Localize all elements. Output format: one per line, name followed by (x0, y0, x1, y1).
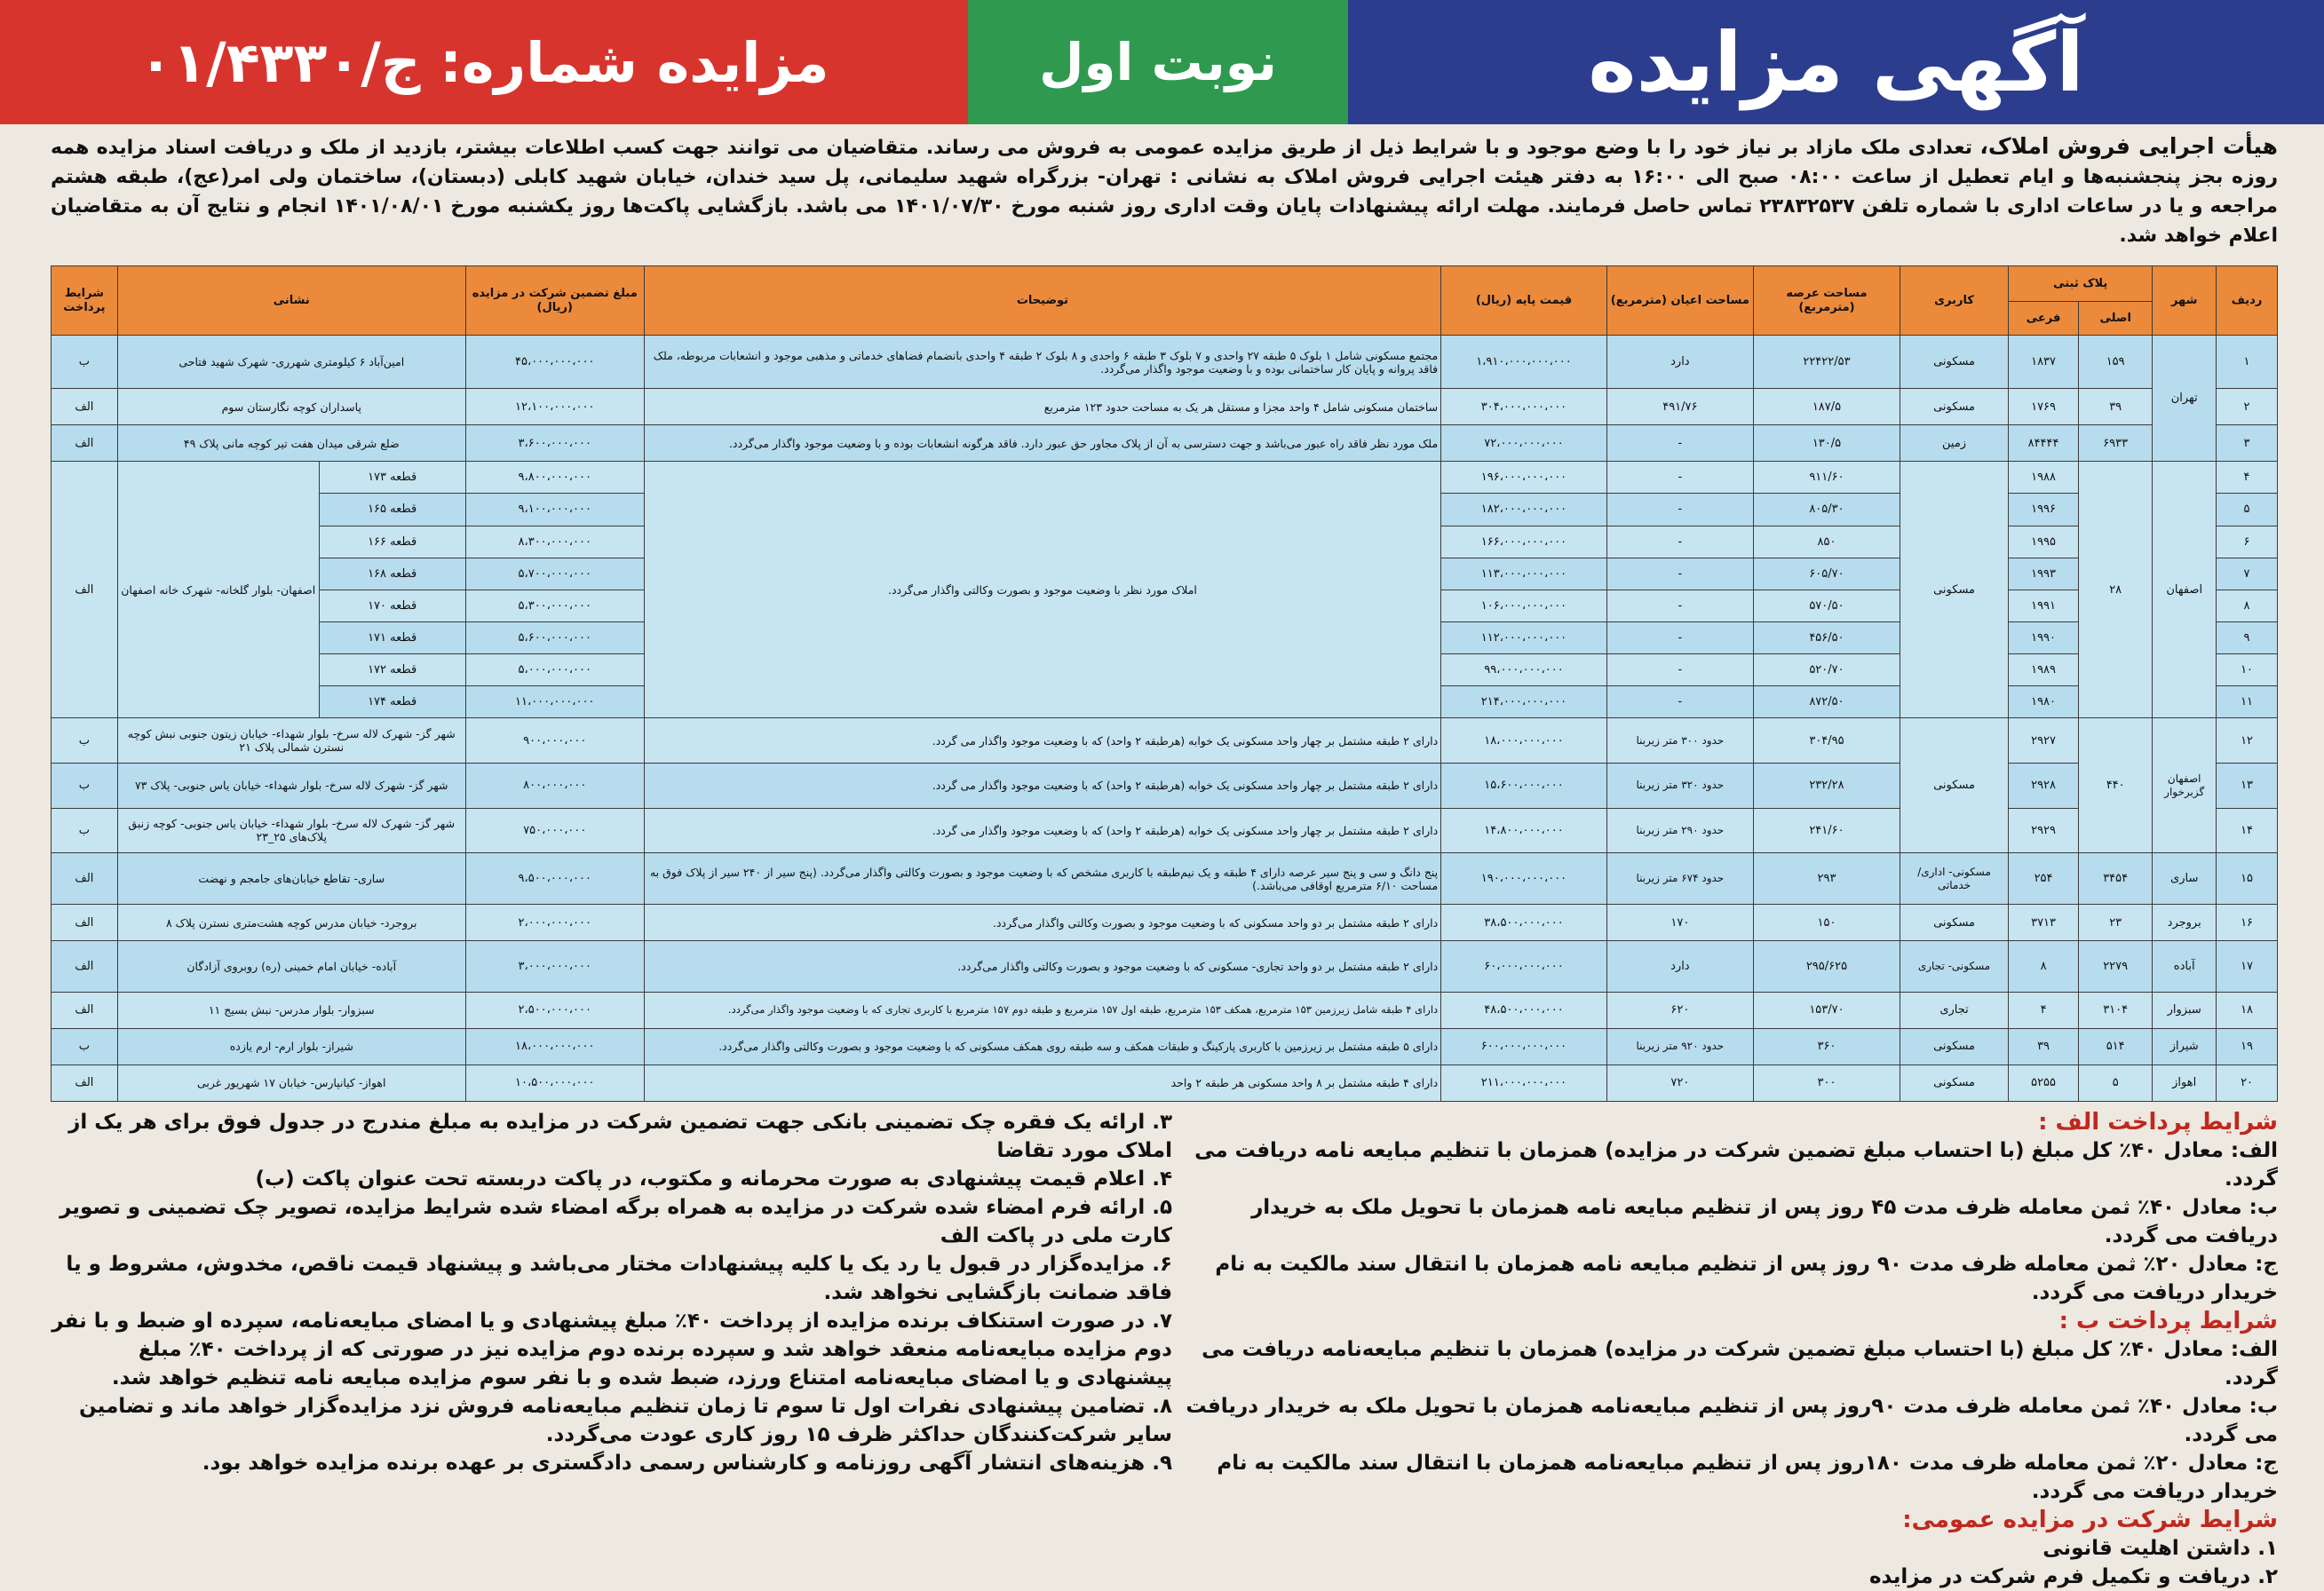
cell-land: ۱۵۳/۷۰ (1753, 992, 1900, 1028)
cell-building: حدود ۶۷۴ متر زیربنا (1606, 853, 1753, 905)
cell-base: ۷۲،۰۰۰،۰۰۰،۰۰۰ (1441, 425, 1607, 462)
cell-usage: مسکونی (1900, 1065, 2009, 1101)
cell-terms: الف (52, 462, 118, 718)
cell-row-number: ۲ (2217, 389, 2278, 425)
round-label: نوبت اول (1039, 32, 1277, 92)
cell-building: - (1606, 621, 1753, 653)
cell-usage: مسکونی (1900, 1028, 2009, 1065)
cell-row-number: ۱۶ (2217, 905, 2278, 941)
cell-base: ۲۱۴،۰۰۰،۰۰۰،۰۰۰ (1441, 686, 1607, 718)
cell-building: دارد (1606, 941, 1753, 993)
cell-deposit: ۹،۸۰۰،۰۰۰،۰۰۰ (465, 462, 644, 494)
cell-sub: ۱۹۹۰ (2009, 621, 2079, 653)
cell-sub: ۳۹ (2009, 1028, 2079, 1065)
banner (0, 0, 2324, 124)
cell-deposit: ۱۲،۱۰۰،۰۰۰،۰۰۰ (465, 389, 644, 425)
cell-lot: قطعه ۱۷۳ (319, 462, 465, 494)
cell-row-number: ۱۷ (2217, 941, 2278, 993)
cell-deposit: ۱۸،۰۰۰،۰۰۰،۰۰۰ (465, 1028, 644, 1065)
cell-deposit: ۱۰،۵۰۰،۰۰۰،۰۰۰ (465, 1065, 644, 1101)
header-description: توضیحات (644, 266, 1440, 336)
table-row (52, 425, 2278, 462)
cell-base: ۴۸،۵۰۰،۰۰۰،۰۰۰ (1441, 992, 1607, 1028)
cell-base: ۶۰،۰۰۰،۰۰۰،۰۰۰ (1441, 941, 1607, 993)
cell-row-number: ۷ (2217, 558, 2278, 590)
cell-deposit: ۵،۶۰۰،۰۰۰،۰۰۰ (465, 621, 644, 653)
header-plaque-main: اصلی (2079, 302, 2153, 336)
cell-building: حدود ۳۲۰ متر زیربنا (1606, 764, 1753, 809)
cell-sub: ۵۲۵۵ (2009, 1065, 2079, 1101)
header-usage: کاربری (1900, 266, 2009, 336)
properties-table (51, 265, 2278, 1102)
header-city: شهر (2153, 266, 2217, 336)
table-row (52, 941, 2278, 993)
cell-land: ۲۲۴۲۲/۵۳ (1753, 336, 1900, 389)
terms-b-title: شرایط پرداخت ب : (2058, 1308, 2278, 1334)
cell-description: مجتمع مسکونی شامل ۱ بلوک ۵ طبقه ۲۷ واحدی و ۷ بلوک ۳ طبقه ۶ واحدی و ۸ بلوک ۲ طبقه ۴ واحدی بانضمام فضاهای خدماتی و مذهبی موجود و انشعابات مربوطه، ملک فاقد پروانه و پایان کار ساختمانی بوده و با وضعیت موجود واگذار می‌گردد. (644, 336, 1440, 389)
cell-base: ۲۱۱،۰۰۰،۰۰۰،۰۰۰ (1441, 1065, 1607, 1101)
cell-row-number: ۱۳ (2217, 764, 2278, 809)
cell-city: اصفهان (2153, 462, 2217, 718)
cell-terms: ب (52, 718, 118, 764)
cell-city: اهواز (2153, 1065, 2217, 1101)
cell-sub: ۱۹۹۵ (2009, 526, 2079, 558)
cell-usage: مسکونی (1900, 336, 2009, 389)
rule-item: ۹. هزینه‌های انتشار آگهی روزنامه و کارشناس رسمی دادگستری بر عهده برنده مزایده خواهد بود. (202, 1452, 1172, 1475)
cell-row-number: ۳ (2217, 425, 2278, 462)
cell-row-number: ۱۹ (2217, 1028, 2278, 1065)
cell-terms: ب (52, 764, 118, 809)
cell-base: ۱۰۶،۰۰۰،۰۰۰،۰۰۰ (1441, 590, 1607, 621)
cell-sub: ۱۸۳۷ (2009, 336, 2079, 389)
payment-terms-column (1172, 1108, 2278, 1588)
cell-deposit: ۸۰۰،۰۰۰،۰۰۰ (465, 764, 644, 809)
cell-row-number: ۱ (2217, 336, 2278, 389)
cell-building: ۷۲۰ (1606, 1065, 1753, 1101)
cell-main: ۳۱۰۴ (2079, 992, 2153, 1028)
cell-usage: مسکونی- تجاری (1900, 941, 2009, 993)
cell-building: - (1606, 462, 1753, 494)
cell-description: پنج دانگ و سی و پنج سیر عرصه دارای ۴ طبقه و یک نیم‌طبقه با کاربری مشخص که با وضعیت موجود و بصورت وکالتی واگذار می‌گردد. (پنج سیر از ۲۴۰ سیر از پلاک فوق به مساحت ۶/۱۰ مترمربع اوقافی می‌باشد.) (644, 853, 1440, 905)
terms-a-line: ج: معادل ۲۰٪ ثمن معامله ظرف مدت ۹۰ روز پس از تنظیم مبایعه نامه همزمان با انتقال سند مالکیت به نام خریدار دریافت می گردد. (1215, 1253, 2278, 1304)
rule-item: ۸. تضامین پیشنهادی نفرات اول تا سوم تا زمان تنظیم مبایعه‌نامه فروش نزد مزایده‌گزار خواهد ماند و تضامین سایر شرکت‌کنندگان حداکثر ظرف ۱۵ روز کاری عودت می‌گردد. (78, 1395, 1172, 1446)
table-row (52, 905, 2278, 941)
cell-sub: ۲۹۲۹ (2009, 808, 2079, 853)
cell-main: ۶۹۳۳ (2079, 425, 2153, 462)
cell-base: ۱،۹۱۰،۰۰۰،۰۰۰،۰۰۰ (1441, 336, 1607, 389)
cell-deposit: ۳،۶۰۰،۰۰۰،۰۰۰ (465, 425, 644, 462)
round-box (968, 0, 1348, 124)
cell-building: حدود ۹۲۰ متر زیربنا (1606, 1028, 1753, 1065)
rule-item: ۴. اعلام قیمت پیشنهادی به صورت محرمانه و مکتوب، در پاکت دربسته تحت عنوان پاکت (ب) (255, 1168, 1172, 1191)
cell-base: ۱۱۳،۰۰۰،۰۰۰،۰۰۰ (1441, 558, 1607, 590)
cell-land: ۲۹۳ (1753, 853, 1900, 905)
cell-building: ۶۲۰ (1606, 992, 1753, 1028)
cell-deposit: ۵،۰۰۰،۰۰۰،۰۰۰ (465, 654, 644, 686)
cell-land: ۹۱۱/۶۰ (1753, 462, 1900, 494)
cell-land: ۸۷۲/۵۰ (1753, 686, 1900, 718)
cell-description: ملک مورد نظر فاقد راه عبور می‌باشد و جهت دسترسی به آن از پلاک مجاور حق عبور دارد. فاقد هرگونه انشعابات بوده و با وضعیت موجود واگذار می‌گردد. (644, 425, 1440, 462)
cell-base: ۶۰۰،۰۰۰،۰۰۰،۰۰۰ (1441, 1028, 1607, 1065)
cell-terms: الف (52, 992, 118, 1028)
cell-land: ۴۵۶/۵۰ (1753, 621, 1900, 653)
cell-sub: ۱۹۹۳ (2009, 558, 2079, 590)
cell-row-number: ۱۰ (2217, 654, 2278, 686)
cell-description: دارای ۲ طبقه مشتمل بر دو واحد مسکونی که با وضعیت موجود و بصورت وکالتی واگذار می‌گردد. (644, 905, 1440, 941)
cell-base: ۱۹۰،۰۰۰،۰۰۰،۰۰۰ (1441, 853, 1607, 905)
cell-city: آباده (2153, 941, 2217, 993)
cell-address: امین‌آباد ۶ کیلومتری شهرری- شهرک شهید فتاحی (117, 336, 465, 389)
cell-base: ۱۵،۶۰۰،۰۰۰،۰۰۰ (1441, 764, 1607, 809)
cell-usage: مسکونی- اداری/خدماتی (1900, 853, 2009, 905)
cell-address: اهواز- کیانپارس- خیابان ۱۷ شهریور غربی (117, 1065, 465, 1101)
cell-city: تهران (2153, 336, 2217, 462)
cell-land: ۸۰۵/۳۰ (1753, 494, 1900, 526)
cell-description: املاک مورد نظر با وضعیت موجود و بصورت وکالتی واگذار می‌گردد. (644, 462, 1440, 718)
cell-sub: ۲۹۲۸ (2009, 764, 2079, 809)
table-row (52, 462, 2278, 494)
cell-sub: ۱۹۹۶ (2009, 494, 2079, 526)
cell-row-number: ۱۱ (2217, 686, 2278, 718)
cell-city: بروجرد (2153, 905, 2217, 941)
table-row (52, 992, 2278, 1028)
cell-land: ۶۰۵/۷۰ (1753, 558, 1900, 590)
cell-land: ۸۵۰ (1753, 526, 1900, 558)
terms-a-title: شرایط پرداخت الف : (2038, 1109, 2278, 1136)
header-building-area: مساحت اعیان (مترمربع) (1606, 266, 1753, 336)
cell-sub: ۱۹۸۸ (2009, 462, 2079, 494)
cell-city: سبزوار (2153, 992, 2217, 1028)
cell-building: - (1606, 590, 1753, 621)
cell-base: ۹۹،۰۰۰،۰۰۰،۰۰۰ (1441, 654, 1607, 686)
cell-deposit: ۲،۰۰۰،۰۰۰،۰۰۰ (465, 905, 644, 941)
cell-description: دارای ۴ طبقه مشتمل بر ۸ واحد مسکونی هر طبقه ۲ واحد (644, 1065, 1440, 1101)
cell-terms: الف (52, 389, 118, 425)
cell-sub: ۳۷۱۳ (2009, 905, 2079, 941)
cell-lot: قطعه ۱۷۱ (319, 621, 465, 653)
cell-city: ساری (2153, 853, 2217, 905)
auction-number-box (0, 0, 968, 124)
cell-terms: الف (52, 905, 118, 941)
cell-lot: قطعه ۱۶۸ (319, 558, 465, 590)
cell-lot: قطعه ۱۷۰ (319, 590, 465, 621)
cell-description: دارای ۲ طبقه مشتمل بر چهار واحد مسکونی یک خوابه (هرطبقه ۲ واحد) که با وضعیت موجود واگذار می گردد. (644, 808, 1440, 853)
cell-land: ۳۰۰ (1753, 1065, 1900, 1101)
cell-base: ۱۴،۸۰۰،۰۰۰،۰۰۰ (1441, 808, 1607, 853)
cell-base: ۱۸۲،۰۰۰،۰۰۰،۰۰۰ (1441, 494, 1607, 526)
cell-main: ۱۵۹ (2079, 336, 2153, 389)
cell-main: ۲۸ (2079, 462, 2153, 718)
cell-building: - (1606, 494, 1753, 526)
cell-row-number: ۴ (2217, 462, 2278, 494)
cell-sub: ۸۴۴۴۴ (2009, 425, 2079, 462)
cell-deposit: ۷۵۰،۰۰۰،۰۰۰ (465, 808, 644, 853)
cell-row-number: ۱۴ (2217, 808, 2278, 853)
cell-deposit: ۹،۵۰۰،۰۰۰،۰۰۰ (465, 853, 644, 905)
cell-address: شهر گز- شهرک لاله سرخ- بلوار شهداء- خیابان زیتون جنوبی نبش کوچه نسترن شمالی پلاک ۲۱ (117, 718, 465, 764)
cell-address: سبزوار- بلوار مدرس- نبش بسیج ۱۱ (117, 992, 465, 1028)
cell-terms: ب (52, 336, 118, 389)
cell-address: بروجرد- خیابان مدرس کوچه هشت‌متری نسترن پلاک ۸ (117, 905, 465, 941)
cell-deposit: ۳،۰۰۰،۰۰۰،۰۰۰ (465, 941, 644, 993)
cell-base: ۱۱۲،۰۰۰،۰۰۰،۰۰۰ (1441, 621, 1607, 653)
cell-building: - (1606, 686, 1753, 718)
cell-row-number: ۱۸ (2217, 992, 2278, 1028)
cell-address: اصفهان- بلوار گلخانه- شهرک خانه اصفهان (117, 462, 319, 718)
cell-description: دارای ۴ طبقه شامل زیرزمین ۱۵۳ مترمربع، همکف ۱۵۳ مترمربع، طبقه اول ۱۵۷ مترمربع و طبقه دوم ۱۵۷ مترمربع با کاربری تجاری که با وضعیت موجود واگذار می‌گردد. (644, 992, 1440, 1028)
header-land-area: مساحت عرصه (مترمربع) (1753, 266, 1900, 336)
cell-deposit: ۴۵،۰۰۰،۰۰۰،۰۰۰ (465, 336, 644, 389)
table-row (52, 389, 2278, 425)
cell-deposit: ۹۰۰،۰۰۰،۰۰۰ (465, 718, 644, 764)
cell-row-number: ۹ (2217, 621, 2278, 653)
cell-description: دارای ۵ طبقه مشتمل بر زیرزمین با کاربری پارکینگ و طبقات همکف و سه طبقه روی همکف مسکونی که با وضعیت موجود و بصورت وکالتی واگذار می‌گردد. (644, 1028, 1440, 1065)
cell-land: ۵۷۰/۵۰ (1753, 590, 1900, 621)
cell-land: ۲۳۲/۲۸ (1753, 764, 1900, 809)
cell-building: - (1606, 526, 1753, 558)
cell-deposit: ۵،۷۰۰،۰۰۰،۰۰۰ (465, 558, 644, 590)
cell-main: ۵۱۴ (2079, 1028, 2153, 1065)
cell-usage: زمین (1900, 425, 2009, 462)
cell-lot: قطعه ۱۶۶ (319, 526, 465, 558)
cell-land: ۱۵۰ (1753, 905, 1900, 941)
cell-terms: الف (52, 425, 118, 462)
cell-main: ۴۴۰ (2079, 718, 2153, 853)
cell-land: ۵۲۰/۷۰ (1753, 654, 1900, 686)
cell-row-number: ۶ (2217, 526, 2278, 558)
cell-sub: ۱۹۹۱ (2009, 590, 2079, 621)
cell-land: ۱۸۷/۵ (1753, 389, 1900, 425)
cell-address: ساری- تقاطع خیابان‌های جامجم و نهضت (117, 853, 465, 905)
intro-paragraph (51, 131, 2278, 250)
cell-deposit: ۲،۵۰۰،۰۰۰،۰۰۰ (465, 992, 644, 1028)
header-address: نشانی (117, 266, 465, 336)
cell-address: ضلع شرقی میدان هفت تیر کوچه مانی پلاک ۴۹ (117, 425, 465, 462)
cell-city: اصفهان گزبرخوار (2153, 718, 2217, 853)
header-plaque-sub: فرعی (2009, 302, 2079, 336)
cell-description: ساختمان مسکونی شامل ۴ واحد مجزا و مستقل هر یک به مساحت حدود ۱۲۳ مترمربع (644, 389, 1440, 425)
cell-city: شیراز (2153, 1028, 2217, 1065)
general-line: ۱. داشتن اهلیت قانونی (2042, 1537, 2278, 1560)
header-deposit: مبلغ تضمین شرکت در مزایده (ریال) (465, 266, 644, 336)
cell-description: دارای ۲ طبقه مشتمل بر چهار واحد مسکونی یک خوابه (هرطبقه ۲ واحد) که با وضعیت موجود واگذار می گردد. (644, 764, 1440, 809)
table-row (52, 718, 2278, 764)
table-row (52, 853, 2278, 905)
terms-a-line: الف: معادل ۴۰٪ کل مبلغ (با احتساب مبلغ تضمین شرکت در مزایده) همزمان با تنظیم مبایعه نامه دریافت می گردد. (1194, 1139, 2278, 1191)
cell-usage: مسکونی (1900, 462, 2009, 718)
auction-number: مزایده شماره: ج/۰۱/۴۳۳۰ (139, 29, 829, 95)
cell-deposit: ۹،۱۰۰،۰۰۰،۰۰۰ (465, 494, 644, 526)
cell-building: - (1606, 654, 1753, 686)
cell-base: ۱۹۶،۰۰۰،۰۰۰،۰۰۰ (1441, 462, 1607, 494)
cell-address: شهر گز- شهرک لاله سرخ- بلوار شهداء- خیابان یاس جنوبی- پلاک ۷۳ (117, 764, 465, 809)
cell-building: حدود ۳۰۰ متر زیربنا (1606, 718, 1753, 764)
cell-sub: ۱۷۶۹ (2009, 389, 2079, 425)
general-line: ۲. دریافت و تکمیل فرم شرکت در مزایده (1868, 1565, 2278, 1588)
header-payment-terms: شرایط پرداخت (52, 266, 118, 336)
cell-row-number: ۵ (2217, 494, 2278, 526)
cell-deposit: ۱۱،۰۰۰،۰۰۰،۰۰۰ (465, 686, 644, 718)
cell-row-number: ۸ (2217, 590, 2278, 621)
cell-terms: الف (52, 941, 118, 993)
cell-row-number: ۱۵ (2217, 853, 2278, 905)
cell-row-number: ۲۰ (2217, 1065, 2278, 1101)
cell-building: ۱۷۰ (1606, 905, 1753, 941)
cell-row-number: ۱۲ (2217, 718, 2278, 764)
cell-description: دارای ۲ طبقه مشتمل بر دو واحد تجاری- مسکونی که با وضعیت موجود و بصورت وکالتی واگذار می‌گردد. (644, 941, 1440, 993)
cell-terms: ب (52, 1028, 118, 1065)
rules-column (51, 1108, 1172, 1490)
cell-usage: تجاری (1900, 992, 2009, 1028)
cell-land: ۳۶۰ (1753, 1028, 1900, 1065)
cell-sub: ۲۵۴ (2009, 853, 2079, 905)
cell-main: ۳۴۵۴ (2079, 853, 2153, 905)
cell-terms: ب (52, 808, 118, 853)
cell-main: ۳۹ (2079, 389, 2153, 425)
header-base-price: قیمت پایه (ریال) (1441, 266, 1607, 336)
cell-sub: ۸ (2009, 941, 2079, 993)
cell-sub: ۱۹۸۹ (2009, 654, 2079, 686)
cell-sub: ۲۹۲۷ (2009, 718, 2079, 764)
cell-building: - (1606, 425, 1753, 462)
rule-item: ۶. مزایده‌گزار در قبول یا رد یک یا کلیه پیشنهادات مختار می‌باشد و پیشنهاد قیمت ناقص، مخدوش، مشروط و یا فاقد ضمانت بازگشایی نخواهد شد. (66, 1253, 1172, 1304)
cell-base: ۱۶۶،۰۰۰،۰۰۰،۰۰۰ (1441, 526, 1607, 558)
cell-main: ۲۳ (2079, 905, 2153, 941)
header-row-number: ردیف (2217, 266, 2278, 336)
rule-item: ۷. در صورت استنکاف برنده مزایده از پرداخت ۴۰٪ مبلغ پیشنهادی و یا امضای مبایعه‌نامه، سپرده او ضبط و با نفر دوم مزایده مبایعه‌نامه منعقد خواهد شد و سپرده برنده دوم مزایده نیز در صورتی که از پرداخت ۴۰٪ مبلغ پیشنهادی و یا امضای مبایعه‌نامه امتناع ورزد، ضبط شده و با نفر سوم مزایده مبایعه نامه تنظیم خواهد شد. (52, 1310, 1172, 1389)
cell-address: آباده- خیابان امام خمینی (ره) روبروی آزادگان (117, 941, 465, 993)
cell-deposit: ۸،۳۰۰،۰۰۰،۰۰۰ (465, 526, 644, 558)
cell-main: ۲۲۷۹ (2079, 941, 2153, 993)
general-title: شرایط شرکت در مزایده عمومی: (1902, 1507, 2278, 1533)
rule-item: ۳. ارائه یک فقره چک تضمینی بانکی جهت تضمین شرکت در مزایده به مبلغ مندرج در جدول فوق برای هر یک از املاک مورد تقاضا (68, 1111, 1172, 1162)
cell-base: ۳۸،۵۰۰،۰۰۰،۰۰۰ (1441, 905, 1607, 941)
terms-a-line: ب: معادل ۴۰٪ ثمن معامله ظرف مدت ۴۵ روز پس از تنظیم مبایعه نامه همزمان با تحویل ملک به خریدار دریافت می گردد. (1251, 1196, 2278, 1247)
cell-lot: قطعه ۱۷۲ (319, 654, 465, 686)
cell-lot: قطعه ۱۶۵ (319, 494, 465, 526)
table-row (52, 1028, 2278, 1065)
table-row (52, 1065, 2278, 1101)
intro-body: تعدادی ملک مازاد بر نیاز خود را با وضع موجود و با شرایط ذیل از طریق مزایده عمومی به فروش می رساند. متقاضیان می توانند جهت کسب اطلاعات بیشتر، بازدید از ملک و دریافت اسناد مزایده همه روزه بجز پنجشنبه‌ها و ایام تعطیل از ساعت ۰۸:۰۰ صبح الی ۱۶:۰۰ به دفتر هیئت اجرایی فروش املاک به نشانی : تهران- بزرگراه شهید سلیمانی، پل سید خندان، خیابان شهید کابلی (دبستان)، ساختمان ولی امر(عج)، طبقه هشتم مراجعه و یا در ساعات اداری با شماره تلفن ۲۳۸۳۲۵۳۷ تماس حاصل فرمایند. مهلت ارائه پیشنهادات پایان وقت اداری روز شنبه مورخ ۱۴۰۱/۰۷/۳۰ می باشد. بازگشایی پاکت‌ها روز یکشنبه مورخ ۱۴۰۱/۰۸/۰۱ انجام و نتایج آن به متقاضیان اعلام خواهد شد. (51, 137, 2279, 247)
terms-b-line: ب: معادل ۴۰٪ ثمن معامله ظرف مدت ۹۰روز پس از تنظیم مبایعه‌نامه همزمان با تحویل ملک به خریدار دریافت می گردد. (1186, 1395, 2278, 1446)
cell-building: - (1606, 558, 1753, 590)
cell-base: ۱۸،۰۰۰،۰۰۰،۰۰۰ (1441, 718, 1607, 764)
cell-usage: مسکونی (1900, 718, 2009, 853)
cell-building: ۴۹۱/۷۶ (1606, 389, 1753, 425)
cell-land: ۳۰۴/۹۵ (1753, 718, 1900, 764)
cell-land: ۲۹۵/۶۲۵ (1753, 941, 1900, 993)
cell-description: دارای ۲ طبقه مشتمل بر چهار واحد مسکونی یک خوابه (هرطبقه ۲ واحد) که با وضعیت موجود واگذار می گردد. (644, 718, 1440, 764)
table-row (52, 336, 2278, 389)
cell-address: شهر گز- شهرک لاله سرخ- بلوار شهداء- خیابان یاس جنوبی- کوچه زنبق پلاک‌های ۲۵_۲۳ (117, 808, 465, 853)
rule-item: ۵. ارائه فرم امضاء شده شرکت در مزایده به همراه برگه امضاء شده شرایط مزایده، تصویر چک تضمینی و تصویر کارت ملی در پاکت الف (59, 1196, 1172, 1247)
header-plaque: پلاک ثبتی (2009, 266, 2153, 302)
cell-main: ۵ (2079, 1065, 2153, 1101)
terms-b-line: ج: معادل ۲۰٪ ثمن معامله ظرف مدت ۱۸۰روز پس از تنظیم مبایعه‌نامه همزمان با انتقال سند مالکیت به نام خریدار دریافت می گردد. (1217, 1452, 2278, 1503)
cell-building: حدود ۲۹۰ متر زیربنا (1606, 808, 1753, 853)
cell-terms: الف (52, 853, 118, 905)
title-box (1348, 0, 2324, 124)
conditions-section (51, 1108, 2278, 1588)
cell-sub: ۴ (2009, 992, 2079, 1028)
cell-land: ۲۴۱/۶۰ (1753, 808, 1900, 853)
cell-address: شیراز- بلوار ارم- ارم یازده (117, 1028, 465, 1065)
cell-lot: قطعه ۱۷۴ (319, 686, 465, 718)
cell-deposit: ۵،۳۰۰،۰۰۰،۰۰۰ (465, 590, 644, 621)
cell-land: ۱۳۰/۵ (1753, 425, 1900, 462)
cell-usage: مسکونی (1900, 389, 2009, 425)
cell-sub: ۱۹۸۰ (2009, 686, 2079, 718)
cell-building: دارد (1606, 336, 1753, 389)
page-title: آگهی مزایده (1588, 14, 2084, 110)
cell-usage: مسکونی (1900, 905, 2009, 941)
cell-base: ۳۰۴،۰۰۰،۰۰۰،۰۰۰ (1441, 389, 1607, 425)
terms-b-line: الف: معادل ۴۰٪ کل مبلغ (با احتساب مبلغ تضمین شرکت در مزایده) همزمان با تنظیم مبایعه‌نامه دریافت می گردد. (1202, 1338, 2278, 1389)
cell-address: پاسداران کوچه نگارستان سوم (117, 389, 465, 425)
intro-lead: هیأت اجرایی فروش املاک، (1979, 133, 2278, 159)
cell-terms: الف (52, 1065, 118, 1101)
